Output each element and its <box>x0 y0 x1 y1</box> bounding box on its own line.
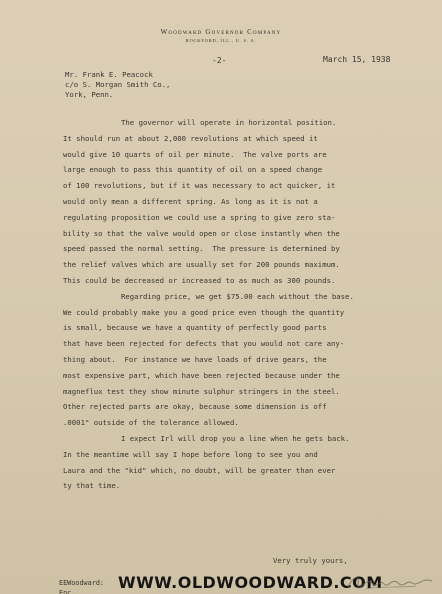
body-line: The governor will operate in horizontal position. <box>121 118 337 127</box>
body-line: regulating proposition we could use a spring to give zero sta- <box>63 212 336 222</box>
body-line: most expensive part, which have been rejected because under the <box>63 370 340 380</box>
letter-body <box>0 115 442 494</box>
body-line: would only mean a different spring. As long as it is not a <box>63 196 318 206</box>
website-watermark: WWW.OLDWOODWARD.COM <box>118 573 383 592</box>
recipient-address <box>65 70 170 101</box>
body-line: We could probably make you a good price even though the quantity <box>63 307 345 317</box>
letterhead-address: ROCKFORD, ILL., U. S. A. <box>185 38 257 43</box>
body-line: would give 10 quarts of oil per minute. The valve ports are <box>63 149 327 159</box>
body-line: is small, because we have a quantity of perfectly good parts <box>63 323 327 333</box>
recipient-line: York, Penn. <box>65 90 114 100</box>
typist-initials: EEWoodward: <box>59 579 105 587</box>
body-line: Other rejected parts are okay, because some dimension is off <box>63 402 327 412</box>
body-line: that have been rejected for defects that you would not care any- <box>63 339 345 349</box>
body-line: the relief valves which are usually set for 200 pounds maximum. <box>63 260 340 270</box>
body-line: .0001" outside of the tolerance allowed. <box>63 418 239 428</box>
body-line: thing about. For instance we have loads of drive gears, the <box>63 354 327 364</box>
body-line: Regarding price, we get $75.00 each without the base. <box>121 291 354 301</box>
handwritten-signature <box>346 571 436 593</box>
letterhead-company: Woodward Governor Company <box>160 28 282 36</box>
body-line: I expect Irl will drop you a line when he gets back. <box>121 433 350 443</box>
body-line: Laura and the "kid" which, no doubt, will be greater than ever <box>63 465 336 475</box>
body-line: of 100 revolutions, but if it was necessary to act quicker, it <box>63 181 336 191</box>
letter-date: March 15, 1938 <box>323 55 391 64</box>
page-number: -2- <box>212 56 227 65</box>
body-line: magneflux test they show minute sulphur stringers in the steel. <box>63 386 340 396</box>
body-line: This could be decreased or increased to as much as 300 pounds. <box>63 275 336 285</box>
recipient-line: Mr. Frank E. Peacock <box>65 70 153 79</box>
enclosure-note: Enc. <box>59 589 76 594</box>
recipient-line: c/o S. Morgan Smith Co., <box>65 80 171 90</box>
body-line: In the meantime will say I hope before long to see you and <box>63 449 318 459</box>
letterhead <box>0 28 442 43</box>
body-line: large enough to pass this quantity of oil on a speed change <box>63 165 323 175</box>
closing: Very truly yours, <box>273 556 348 565</box>
body-line: bility so that the valve would open or close instantly when the <box>63 228 340 238</box>
body-line: ty that time. <box>63 481 121 491</box>
body-line: It should run at about 2,000 revolutions at which speed it <box>63 133 318 143</box>
body-line: speed passed the normal setting. The pressure is determined by <box>63 244 340 254</box>
